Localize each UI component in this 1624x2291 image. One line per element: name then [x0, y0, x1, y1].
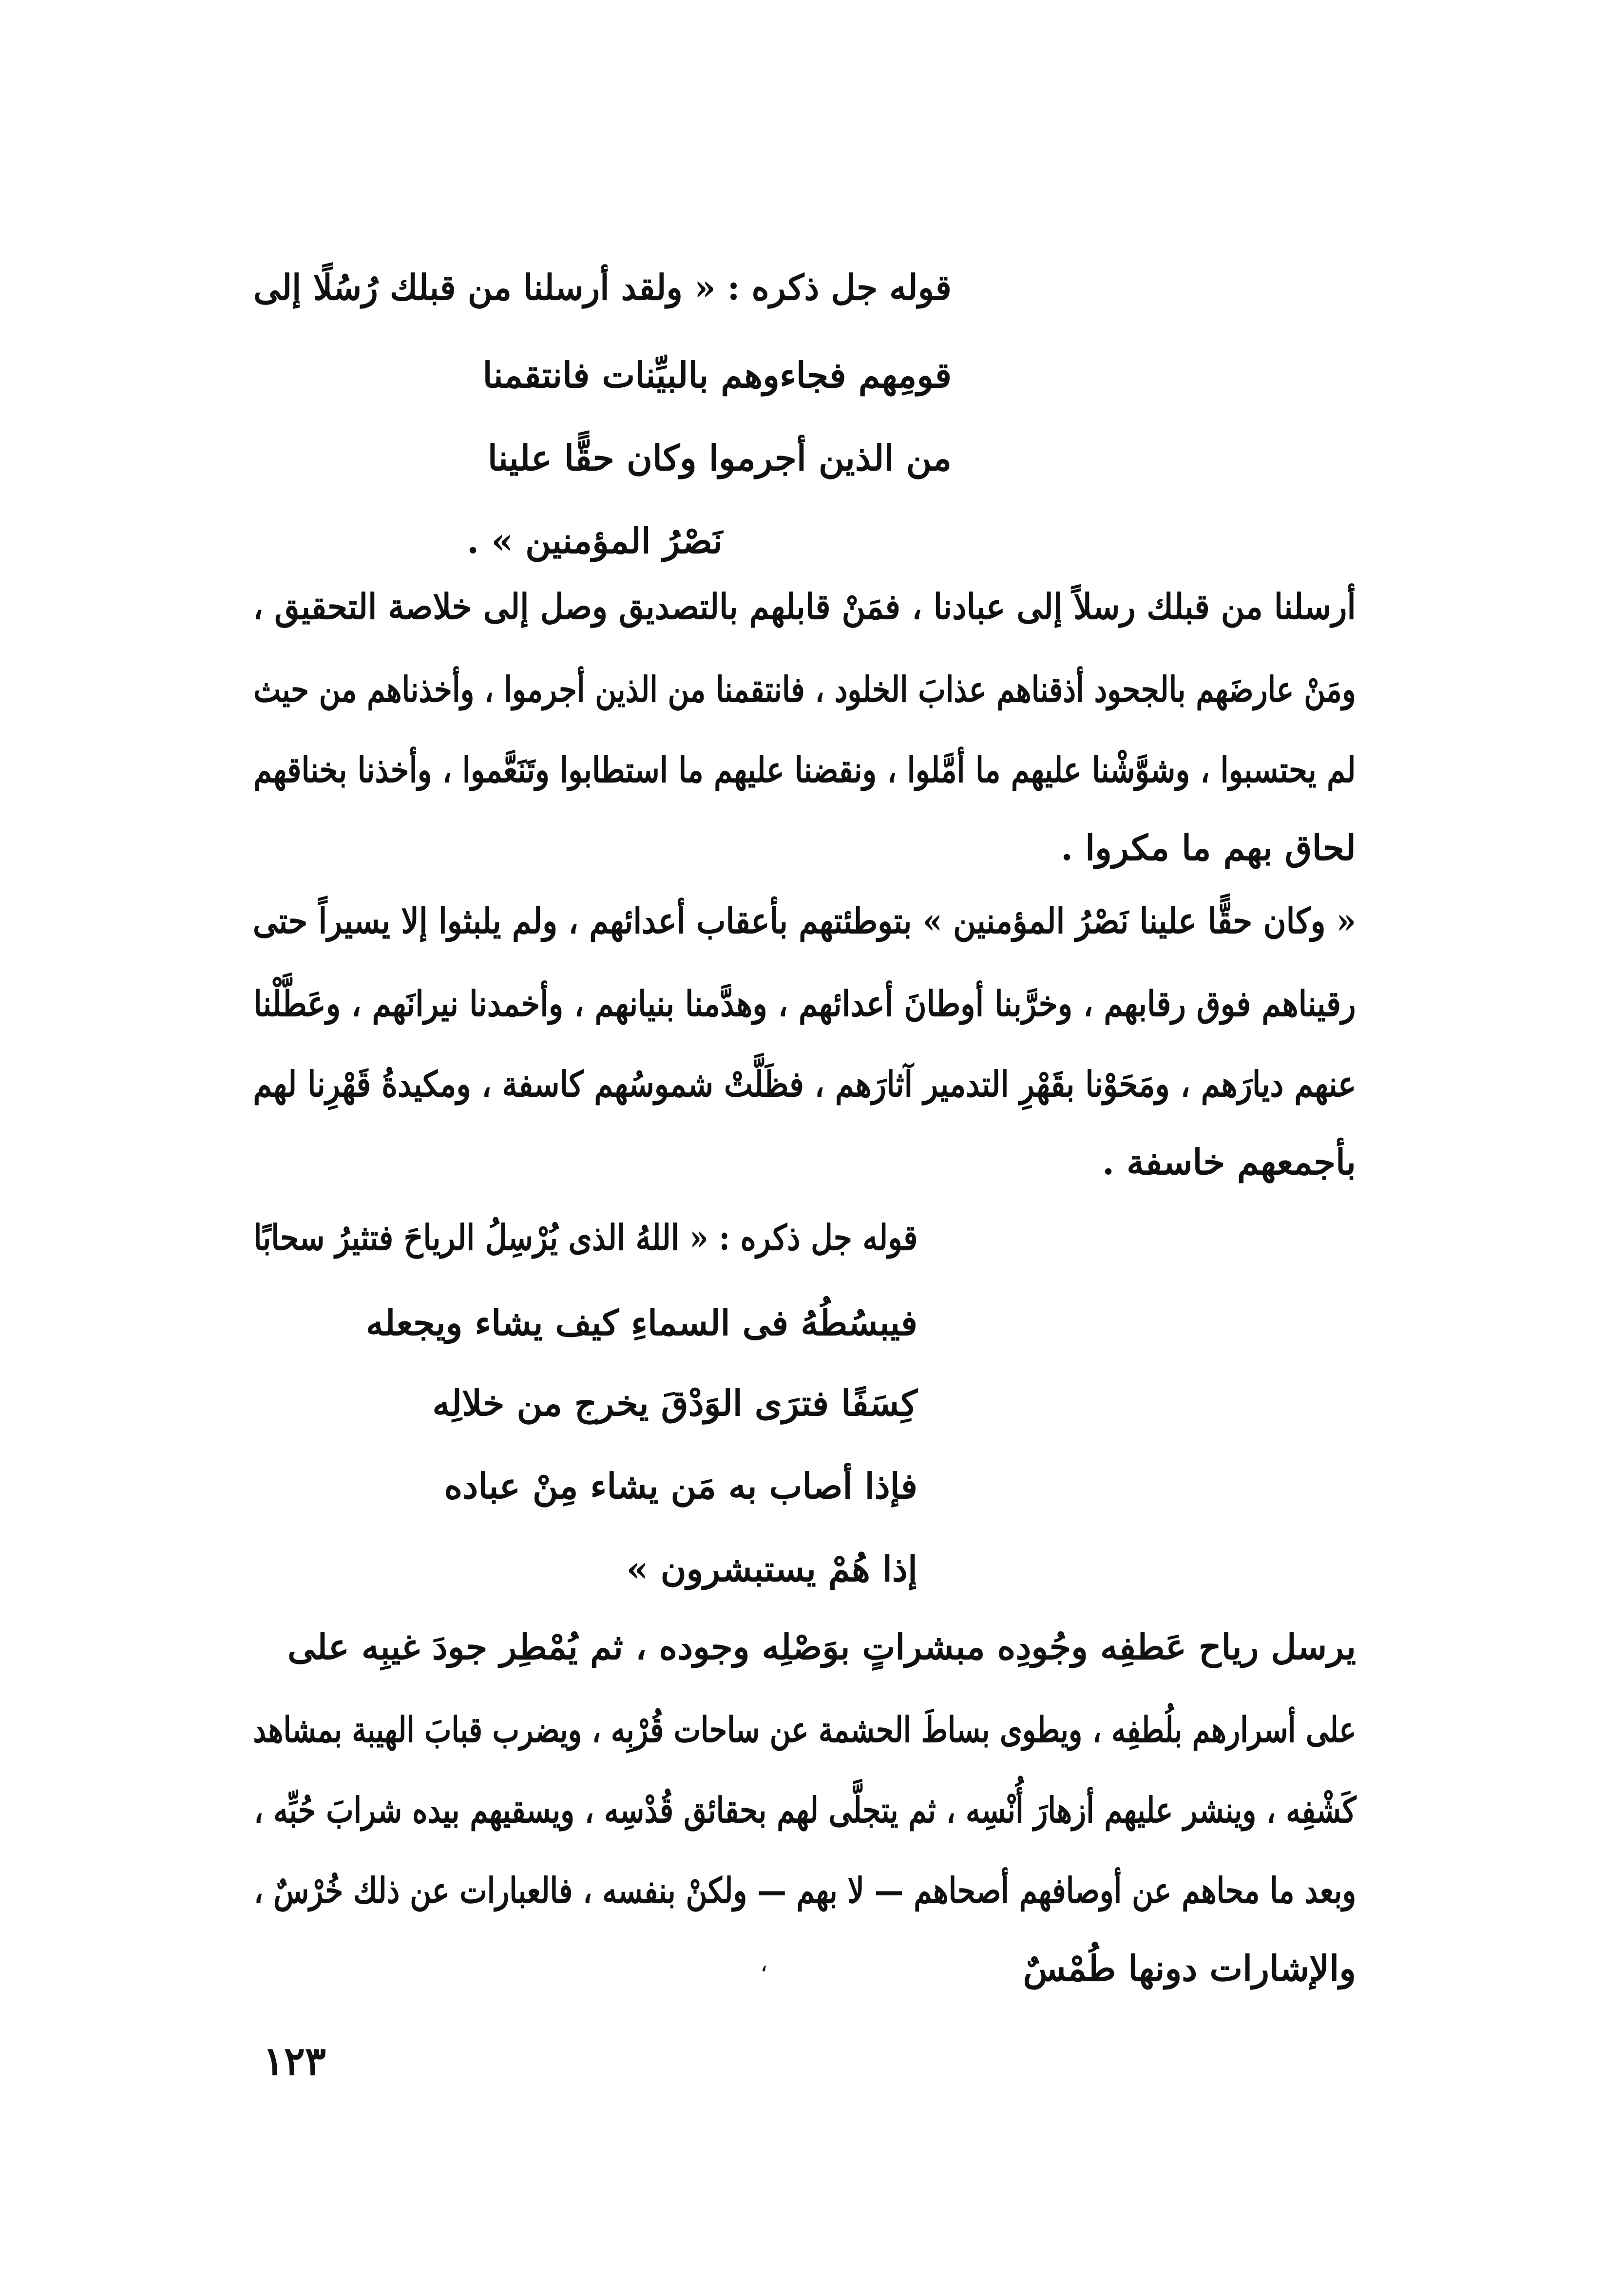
verse-line: كِسَفًا فترَى الوَدْقَ يخرج من خلالِه: [432, 1382, 917, 1424]
verse-line: قوله جل ذكره : « ولقد أرسلنا من قبلك رُسُلًا إلى: [253, 267, 952, 308]
paragraph-line: كَشْفِه ، وينشر عليهم أزهارَ أُنْسِه ، ثم يتجلَّى لهم بحقائق قُدْسِه ، ويسقيهم بيده شرابَ حُبِّه ،: [253, 1789, 1356, 1831]
paragraph-line: عنهم ديارَهم ، ومَحَوْنا بقَهْرِ التدمير آثارَهم ، فظَلَّتْ شموسُهم كاسفة ، ومكيدةُ قَهْرِنا لهم: [252, 1063, 1356, 1105]
paragraph-line: يرسل رياح عَطفِه وجُودِه مبشراتٍ بوَصْلِه وجوده ، ثم يُمْطِر جودَ غيبِه على: [287, 1626, 1356, 1667]
verse-line: قومِهم فجاءوهم بالبيِّنات فانتقمنا: [482, 354, 952, 396]
verse-line: فيبسُطُهُ فى السماءِ كيف يشاء ويجعله: [365, 1302, 917, 1343]
stray-mark: ،: [760, 1950, 768, 1977]
paragraph-line: لحاق بهم ما مكروا .: [1060, 827, 1356, 868]
page-number: ١٢٣: [263, 2038, 326, 2084]
verse-line: نَصْرُ المؤمنين » .: [466, 520, 723, 561]
verse-line: من الذين أجرموا وكان حقًّا علينا: [487, 437, 952, 478]
paragraph-line: « وكان حقًّا علينا نَصْرُ المؤمنين » بتوطئتهم بأعقاب أعدائهم ، ولم يلبثوا إلا يسيراً حتى: [252, 900, 1356, 941]
paragraph-line: على أسرارهم بلُطفِه ، ويطوى بساطَ الحشمة عن ساحات قُرْبِه ، ويضرب قبابَ الهيبة بمشاهد: [253, 1709, 1356, 1750]
paragraph-line: أرسلنا من قبلك رسلاً إلى عبادنا ، فمَنْ قابلهم بالتصديق وصل إلى خلاصة التحقيق ،: [253, 586, 1356, 627]
paragraph-line: والإشارات دونها طُمْسٌ: [1023, 1947, 1356, 1989]
verse-line: قوله جل ذكره : « اللهُ الذى يُرْسِلُ الرياحَ فتثيرُ سحابًا: [253, 1217, 917, 1258]
paragraph-line: وبعد ما محاهم عن أوصافهم أصحاهم — لا بهم — ولكنْ بنفسه ، فالعبارات عن ذلك خُرْسٌ ،: [253, 1870, 1356, 1911]
paragraph-line: بأجمعهم خاسفة .: [1102, 1141, 1356, 1183]
paragraph-line: رقيناهم فوق رقابهم ، وخرَّبنا أوطانَ أعدائهم ، وهدَّمنا بنيانهم ، وأخمدنا نيرانَهم ، وعَطَّلْنا: [253, 983, 1356, 1024]
verse-line: فإذا أصاب به مَن يشاء مِنْ عباده: [444, 1465, 917, 1507]
paragraph-line: لم يحتسبوا ، وشوَّشْنا عليهم ما أمَّلوا ، ونقضنا عليهم ما استطابوا وتَنَعَّموا ، وأخذنا بخناقهم: [253, 749, 1356, 790]
paragraph-line: ومَنْ عارضَهم بالجحود أذقناهم عذابَ الخلود ، فانتقمنا من الذين أجرموا ، وأخذناهم من حيث: [253, 668, 1356, 710]
verse-line: إذا هُمْ يستبشرون »: [626, 1548, 917, 1589]
